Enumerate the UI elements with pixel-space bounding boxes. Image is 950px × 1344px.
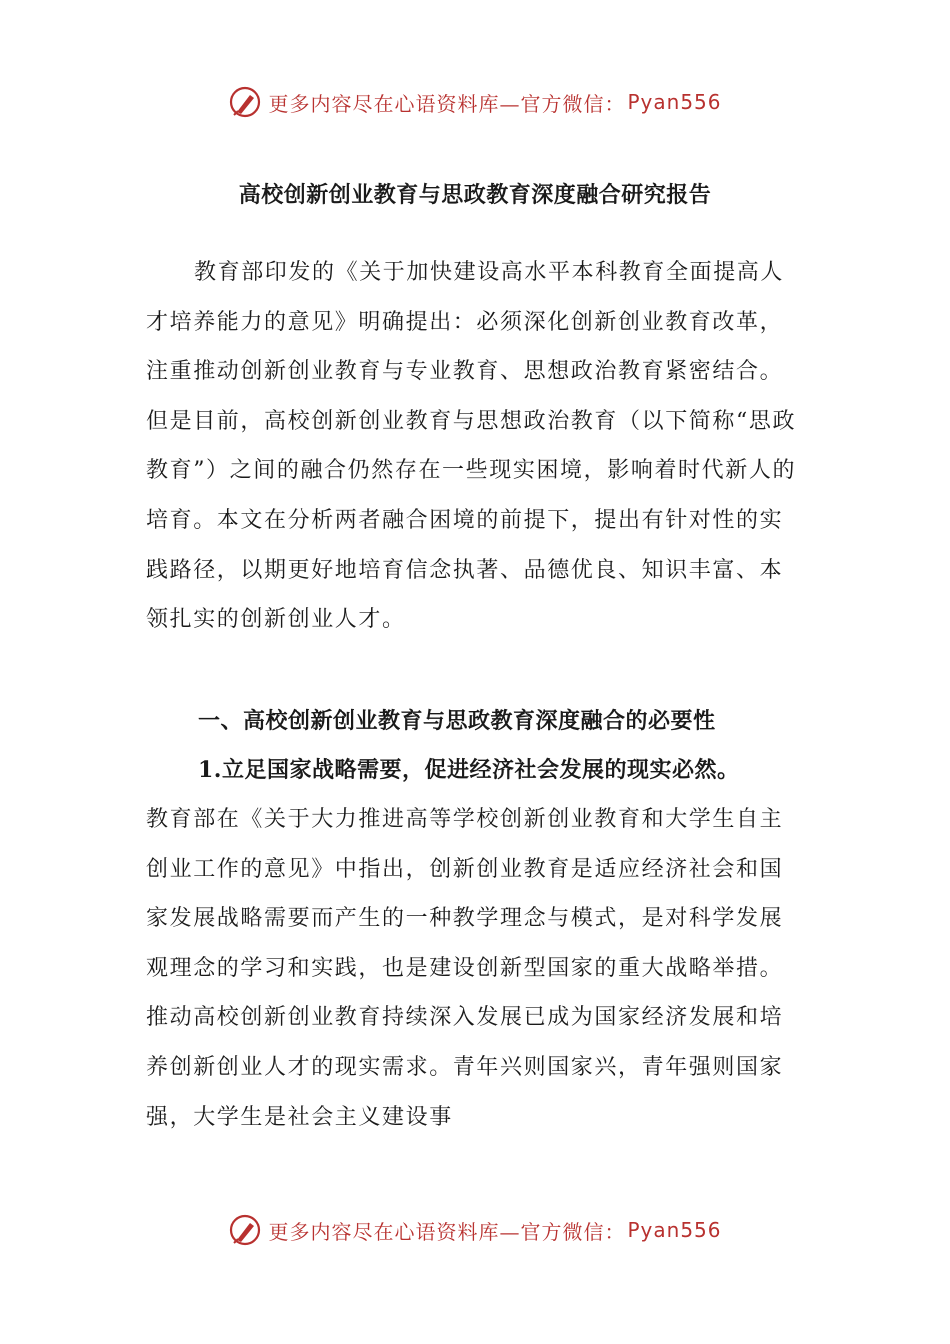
watermark-header <box>0 82 950 122</box>
paragraph-text: 教育部印发的《关于加快建设高水平本科教育全面提高人才培养能力的意见》明确提出：必须深化创新创业教育改革，注重推动创新创业教育与专业教育、思想政治教育紧密结合。但是目前，高校创新创业教育与思想政治教育（以下简称“思政教育”）之间的融合仍然存在一些现实困境，影响着时代新人的培育。本文在分析两者融合困境的前提下，提出有针对性的实践路径，以期更好地培育信念执著、品德优良、知识丰富、本领扎实的创新创业人才。 <box>146 260 797 633</box>
subsection-heading: 1.立足国家战略需要，促进经济社会发展的现实必然。 <box>198 757 740 783</box>
body-paragraph <box>146 795 806 1142</box>
intro-paragraph <box>146 248 806 645</box>
watermark-wechat-id: Pyan556 <box>627 90 722 114</box>
watermark-wechat-id: Pyan556 <box>627 1218 722 1242</box>
pen-nib-circle-icon <box>228 1213 262 1247</box>
watermark-footer <box>0 1210 950 1250</box>
section-heading: 一、高校创新创业教育与思政教育深度融合的必要性 <box>198 708 716 734</box>
watermark-text: 更多内容尽在心语资料库—官方微信： <box>268 1219 626 1244</box>
watermark-text: 更多内容尽在心语资料库—官方微信： <box>268 91 626 116</box>
pen-nib-circle-icon <box>228 85 262 119</box>
paragraph-text: 教育部在《关于大力推进高等学校创新创业教育和大学生自主创业工作的意见》中指出，创新创业教育是适应经济社会和国家发展战略需要而产生的一种教学理念与模式，是对科学发展观理念的学习和实践，也是建设创新型国家的重大战略举措。推动高校创新创业教育持续深入发展已成为国家经济发展和培养创新创业人才的现实需求。青年兴则国家兴，青年强则国家强，大学生是社会主义建设事 <box>146 807 784 1130</box>
document-title: 高校创新创业教育与思政教育深度融合研究报告 <box>238 182 712 208</box>
